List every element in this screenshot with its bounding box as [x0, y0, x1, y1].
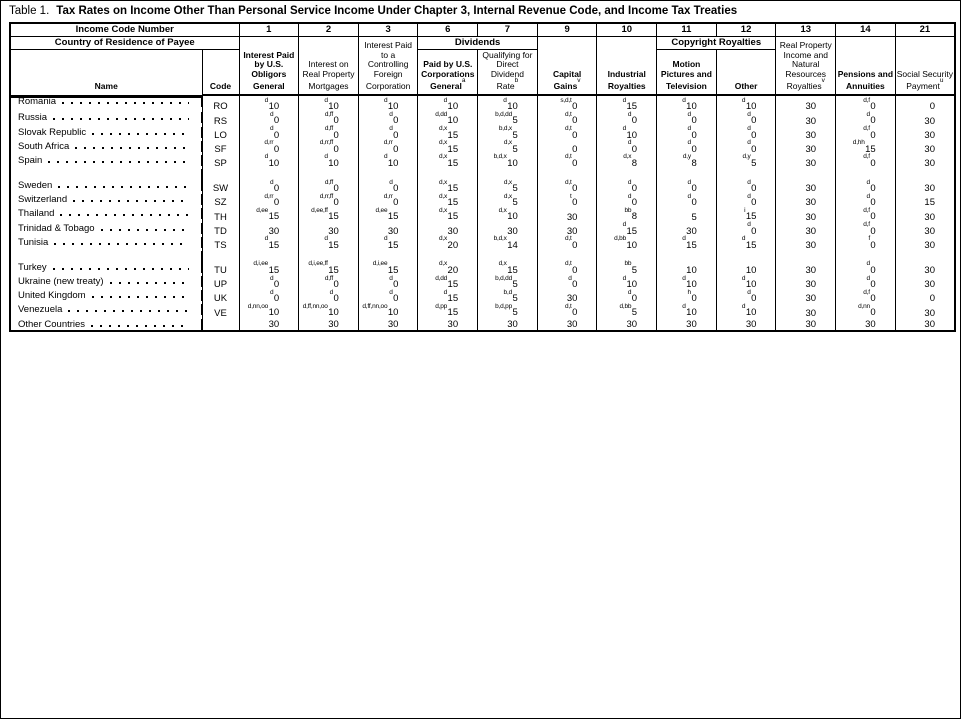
dot-leader [91, 325, 188, 327]
table-body [10, 95, 955, 330]
rate-cell: $^d$0 [239, 127, 299, 141]
rate-cell: $^{d,x}$20 [418, 262, 478, 276]
rate-cell: $^d$0 [597, 290, 657, 304]
rate-cell: $^d$10 [299, 155, 359, 169]
country-name-cell: Russia [11, 112, 202, 123]
rate-cell: $^{d,i,ee,ff}$15 [299, 262, 359, 276]
rate-cell: $^d$15 [418, 290, 478, 304]
rate-cell: $^d$0 [836, 262, 896, 276]
spacer-cell [239, 251, 299, 262]
rate-cell: $^d$0 [836, 194, 896, 208]
column-header-other-copyright: Other [716, 49, 776, 95]
country-row [10, 208, 955, 222]
rate-cell: $^{d,bb}$10 [597, 237, 657, 251]
income-code-2: 2 [299, 23, 359, 36]
rate-cell: $^{d,nn}$0 [836, 304, 896, 318]
rate-cell: 30 [895, 223, 955, 237]
rate-cell: 30 [776, 180, 836, 194]
rate-cell: $^d$0 [716, 127, 776, 141]
group-spacer-row [10, 169, 955, 180]
column-header-capital-gains: Capital Gains$^v$ [537, 36, 597, 95]
rate-cell: $^{d,x}$15 [418, 180, 478, 194]
rate-cell: 30 [895, 180, 955, 194]
rate-cell: $^d$0 [537, 276, 597, 290]
rate-cell: $^{d,bb}$5 [597, 304, 657, 318]
rate-cell: $^{d,ee}$15 [239, 208, 299, 222]
rate-cell: $^{d,f}$0 [836, 290, 896, 304]
income-code-6: 6 [418, 23, 478, 36]
rate-cell: 30 [776, 237, 836, 251]
rate-cell: $^d$0 [836, 276, 896, 290]
rate-cell: $^d$0 [299, 290, 359, 304]
country-row [10, 290, 955, 304]
rate-cell: $^d$0 [716, 290, 776, 304]
rate-cell: 30 [537, 290, 597, 304]
column-header-social-security: Social Security Payment$^u$ [895, 36, 955, 95]
rate-cell: $^d$0 [358, 276, 418, 290]
rate-cell: $^d$10 [597, 127, 657, 141]
rate-cell: $^{d,f}$0 [836, 208, 896, 222]
country-name-cell: Other Countries [11, 319, 202, 330]
dot-leader [75, 147, 188, 149]
country-of-residence-label: Country of Residence of Payee [10, 36, 239, 49]
dot-leader [110, 282, 189, 284]
rate-cell: 30 [776, 127, 836, 141]
rate-cell: $^{d,ff,nn,oo}$10 [299, 304, 359, 318]
rate-cell: $^d$10 [657, 276, 717, 290]
rate-cell: 30 [776, 155, 836, 169]
rate-cell: $^{b,d,x}$5 [478, 127, 538, 141]
country-row [10, 237, 955, 251]
country-code-cell: SW [202, 180, 239, 194]
rate-cell: $^{b,d,dd}$5 [478, 276, 538, 290]
income-code-10: 10 [597, 23, 657, 36]
rate-cell: $^{d,ee}$15 [358, 208, 418, 222]
rate-cell: $^h$0 [657, 290, 717, 304]
income-code-9: 9 [537, 23, 597, 36]
rate-cell: $^{d,t}$0 [537, 112, 597, 126]
spacer-cell [597, 169, 657, 180]
rate-cell: 30 [776, 262, 836, 276]
rate-cell: $^d$15 [597, 223, 657, 237]
country-code-cell: LO [202, 127, 239, 141]
column-header-motion-pictures: Motion Pictures and Television [657, 49, 717, 95]
rate-cell: $^{d,ff}$0 [299, 276, 359, 290]
rate-cell: $^d$0 [657, 194, 717, 208]
income-code-13: 13 [776, 23, 836, 36]
rate-cell: $^d$15 [239, 237, 299, 251]
rate-cell: $^d$0 [597, 180, 657, 194]
income-code-11: 11 [657, 23, 717, 36]
rate-cell: $^i$15 [716, 208, 776, 222]
rate-cell: $^d$15 [358, 237, 418, 251]
rate-cell: 30 [776, 304, 836, 318]
country-code-cell: RO [202, 95, 239, 112]
rate-cell: 30 [299, 223, 359, 237]
country-name-cell: Turkey [11, 262, 202, 273]
rate-cell: $^{d,ff}$0 [299, 112, 359, 126]
rate-cell: $^{d,ff}$0 [299, 127, 359, 141]
country-code-cell: TU [202, 262, 239, 276]
country-row [10, 180, 955, 194]
dot-leader [73, 200, 188, 202]
rate-cell: $^{d,t}$0 [537, 262, 597, 276]
dot-leader [92, 296, 189, 298]
rate-cell: $^{d,x}$15 [418, 194, 478, 208]
country-name-cell: Slovak Republic [11, 127, 202, 138]
rate-cell: 30 [537, 223, 597, 237]
country-row [10, 194, 955, 208]
rate-cell: $^d$10 [597, 276, 657, 290]
rate-cell: $^d$0 [597, 194, 657, 208]
rate-cell: $^d$0 [657, 141, 717, 155]
spacer-cell [418, 169, 478, 180]
group-header-row [10, 36, 955, 49]
country-name-cell: United Kingdom [11, 290, 202, 301]
rate-cell: $^d$10 [239, 95, 299, 112]
rate-cell: $^d$0 [657, 112, 717, 126]
rate-cell: $^d$10 [358, 95, 418, 112]
dot-leader [53, 118, 188, 120]
spacer-cell [836, 169, 896, 180]
spacer-cell [657, 251, 717, 262]
rate-cell: 30 [478, 223, 538, 237]
rate-cell: 30 [895, 276, 955, 290]
spacer-cell [776, 169, 836, 180]
rate-cell: $^{bb}$5 [597, 262, 657, 276]
rate-cell: $^{d,i,ee}$15 [239, 262, 299, 276]
rate-cell: $^d$10 [239, 155, 299, 169]
country-code-cell: UK [202, 290, 239, 304]
rate-cell: $^{d,x}$20 [418, 237, 478, 251]
rate-cell: $^{d,rr}$0 [358, 194, 418, 208]
rate-cell: $^{d,rr}$0 [239, 194, 299, 208]
dot-leader [101, 229, 189, 231]
rate-cell: $^{d,rr}$0 [358, 141, 418, 155]
rate-cell: $^d$10 [716, 276, 776, 290]
income-code-row [10, 23, 955, 36]
rate-cell: $^d$0 [597, 112, 657, 126]
rate-cell: $^{d,x}$5 [478, 194, 538, 208]
name-column-header: Name [10, 49, 202, 95]
rate-cell: 30 [597, 319, 657, 331]
rate-cell: $^d$0 [716, 141, 776, 155]
country-name-cell: Spain [11, 155, 202, 166]
country-code-cell: SP [202, 155, 239, 169]
rate-cell: 30 [776, 194, 836, 208]
country-name-cell: Sweden [11, 180, 202, 191]
spacer-cell [716, 251, 776, 262]
rate-cell: 5 [657, 208, 717, 222]
rate-cell: $^{d,dd}$10 [418, 112, 478, 126]
rate-cell: $^{b,d,dd}$5 [478, 112, 538, 126]
rate-cell: 30 [895, 127, 955, 141]
rate-cell: $^d$0 [597, 141, 657, 155]
rate-cell: 0 [895, 95, 955, 112]
rate-cell: $^{b,d,x}$10 [478, 155, 538, 169]
rate-cell: $^{d,ee,ff}$15 [299, 208, 359, 222]
rate-cell: $^{d,ff,nn,oo}$10 [358, 304, 418, 318]
spacer-cell [776, 251, 836, 262]
rate-cell: 30 [537, 319, 597, 331]
country-name-cell: Romania [11, 96, 202, 107]
table-title-prefix: Table 1. [9, 5, 50, 17]
country-row [10, 276, 955, 290]
group-spacer-row [10, 251, 955, 262]
rate-cell: 30 [358, 223, 418, 237]
tax-rates-table [9, 22, 956, 332]
spacer-cell [202, 251, 239, 262]
country-name-cell: Thailand [11, 208, 202, 219]
country-row [10, 319, 955, 331]
rate-cell: 30 [478, 319, 538, 331]
income-code-label: Income Code Number [10, 23, 239, 36]
country-code-cell: RS [202, 112, 239, 126]
rate-cell: $^{d,x}$8 [597, 155, 657, 169]
rate-cell: 30 [776, 208, 836, 222]
rate-cell: $^d$0 [716, 180, 776, 194]
rate-cell: $^{d,f}$0 [836, 95, 896, 112]
rate-cell: $^{d,x}$15 [418, 141, 478, 155]
rate-cell: 30 [299, 319, 359, 331]
dot-leader [53, 268, 189, 270]
column-header-interest-real-property: Interest on Real Property Mortgages [299, 36, 359, 95]
country-code-cell: TH [202, 208, 239, 222]
rate-cell: 30 [776, 276, 836, 290]
rate-cell: 15 [895, 194, 955, 208]
rate-cell: $^d$10 [358, 155, 418, 169]
rate-cell: $^d$0 [239, 276, 299, 290]
rate-cell: $^{d,pp}$15 [418, 304, 478, 318]
country-code-cell: TS [202, 237, 239, 251]
country-code-cell: UP [202, 276, 239, 290]
rate-cell: $^d$0 [239, 290, 299, 304]
code-column-header: Code [202, 49, 239, 95]
rate-cell: $^d$0 [358, 180, 418, 194]
country-row [10, 155, 955, 169]
income-code-12: 12 [716, 23, 776, 36]
country-name-cell: Tunisia [11, 237, 202, 248]
rate-cell: 30 [657, 223, 717, 237]
spacer-cell [11, 169, 202, 180]
rate-cell: $^d$15 [716, 237, 776, 251]
country-code-cell: VE [202, 304, 239, 318]
dot-leader [68, 310, 188, 312]
rate-cell: $^d$10 [418, 95, 478, 112]
rate-cell: $^{d,x}$15 [478, 262, 538, 276]
spacer-cell [418, 251, 478, 262]
rate-cell: $^{d,rr}$0 [239, 141, 299, 155]
column-header-direct-dividend-rate: Qualifying for Direct Dividend Rate$^b$ [478, 49, 538, 95]
spacer-cell [239, 169, 299, 180]
rate-cell: 30 [537, 208, 597, 222]
rate-cell: $^{d,f}$0 [836, 223, 896, 237]
rate-cell: $^d$0 [836, 180, 896, 194]
country-name-cell: South Africa [11, 141, 202, 152]
rate-cell: $^d$0 [716, 112, 776, 126]
rate-cell: 0 [895, 290, 955, 304]
rate-cell: $^d$10 [657, 304, 717, 318]
column-header-real-property-income: Real Property Income and Natural Resources Royalties$^v$ [776, 36, 836, 95]
rate-cell: $^d$0 [358, 112, 418, 126]
rate-cell: $^d$15 [657, 237, 717, 251]
income-code-1: 1 [239, 23, 299, 36]
rate-cell: $^d$10 [657, 95, 717, 112]
rate-cell: 30 [358, 319, 418, 331]
rate-cell: 10 [657, 262, 717, 276]
country-code-cell: SF [202, 141, 239, 155]
rate-cell: 30 [239, 223, 299, 237]
rate-cell: $^d$0 [657, 180, 717, 194]
country-row [10, 304, 955, 318]
country-code-cell: TD [202, 223, 239, 237]
rate-cell: $^d$0 [358, 127, 418, 141]
rate-cell: 30 [895, 208, 955, 222]
rate-cell: $^{b,d,pp}$5 [478, 304, 538, 318]
rate-cell: $^d$10 [716, 95, 776, 112]
income-code-14: 14 [836, 23, 896, 36]
spacer-cell [657, 169, 717, 180]
rate-cell: $^d$0 [358, 290, 418, 304]
rate-cell: $^{b,d,x}$14 [478, 237, 538, 251]
dot-leader [54, 243, 188, 245]
dot-leader [60, 214, 188, 216]
income-code-7: 7 [478, 23, 538, 36]
rate-cell: 30 [776, 141, 836, 155]
copyright-royalties-group-label: Copyright Royalties [657, 36, 776, 49]
country-code-cell [202, 319, 239, 331]
country-name-cell: Trinidad & Tobago [11, 223, 202, 234]
rate-cell: $^d$0 [239, 112, 299, 126]
rate-cell: $^{d,rr,ff}$0 [299, 194, 359, 208]
spacer-cell [358, 251, 418, 262]
rate-cell: 30 [716, 319, 776, 331]
country-row [10, 127, 955, 141]
rate-cell: $^{d,dd}$15 [418, 276, 478, 290]
rate-cell: $^{d,i,ee}$15 [358, 262, 418, 276]
rate-cell: $^{d,t}$0 [537, 155, 597, 169]
rate-cell: $^{d,nn,oo}$10 [239, 304, 299, 318]
rate-cell: 30 [895, 304, 955, 318]
rate-cell: 30 [776, 290, 836, 304]
column-header-industrial-royalties: Industrial Royalties [597, 36, 657, 95]
rate-cell: $^{d,rr,ff}$0 [299, 141, 359, 155]
dot-leader [62, 102, 188, 104]
rate-cell: $^f$0 [836, 237, 896, 251]
country-row [10, 141, 955, 155]
rate-cell: $^d$0 [716, 194, 776, 208]
rate-cell: 0 [537, 141, 597, 155]
rate-cell: $^{d,hh}$15 [836, 141, 896, 155]
rate-cell: $^d$10 [299, 95, 359, 112]
rate-cell: $^{d,t}$0 [537, 127, 597, 141]
country-name-cell: Switzerland [11, 194, 202, 205]
rate-cell: $^{d,y}$8 [657, 155, 717, 169]
country-name-cell: Venezuela [11, 304, 202, 315]
rate-cell: 30 [895, 319, 955, 331]
rate-cell: 30 [776, 95, 836, 112]
dividends-group-label: Dividends [418, 36, 537, 49]
country-row [10, 112, 955, 126]
rate-cell: $^{d,t}$0 [537, 237, 597, 251]
spacer-cell [11, 251, 202, 262]
rate-cell: $^d$15 [597, 95, 657, 112]
rate-cell: $^{d,x}$10 [478, 208, 538, 222]
spacer-cell [202, 169, 239, 180]
spacer-cell [836, 251, 896, 262]
rate-cell: $^{d,t}$0 [537, 304, 597, 318]
rate-cell: $^d$0 [657, 127, 717, 141]
country-row [10, 223, 955, 237]
dot-leader [48, 161, 188, 163]
rate-cell: 30 [239, 319, 299, 331]
rate-cell: 30 [657, 319, 717, 331]
rate-cell: $^{d,ff}$0 [299, 180, 359, 194]
rate-cell: 30 [895, 237, 955, 251]
country-code-cell: SZ [202, 194, 239, 208]
rate-cell: $^{d,x}$15 [418, 155, 478, 169]
spacer-cell [478, 251, 538, 262]
column-header-dividends-general: Paid by U.S. Corporations General$^a$ [418, 49, 478, 95]
rate-cell: $^{s,d,t}$0 [537, 95, 597, 112]
rate-cell: 30 [418, 319, 478, 331]
rate-cell: $^{d,x}$15 [418, 127, 478, 141]
rate-cell: $^{d,x}$15 [418, 208, 478, 222]
rate-cell: 30 [895, 112, 955, 126]
rate-cell: $^d$10 [478, 95, 538, 112]
table-title [1, 1, 960, 22]
column-header-interest-controlling-foreign-corp: Interest Paid to a Controlling Foreign Corporation [358, 36, 418, 95]
rate-cell: $^{d,t}$0 [537, 180, 597, 194]
spacer-cell [895, 251, 955, 262]
dot-leader [58, 186, 188, 188]
rate-cell: 30 [776, 223, 836, 237]
table-title-text: Tax Rates on Income Other Than Personal Service Income Under Chapter 3, Internal Revenue Code, and Income Tax Treaties [56, 5, 738, 17]
income-code-21: 21 [895, 23, 955, 36]
rate-cell: 30 [776, 112, 836, 126]
rate-cell: $^d$10 [716, 304, 776, 318]
column-header-interest-us-obligors: Interest Paid by U.S. Obligors General [239, 36, 299, 95]
rate-cell: $^{b,d}$5 [478, 290, 538, 304]
income-code-3: 3 [358, 23, 418, 36]
rate-cell: $^d$0 [716, 223, 776, 237]
rate-cell: 30 [895, 155, 955, 169]
rate-cell: $^t$0 [537, 194, 597, 208]
rate-cell: $^{d,f}$0 [836, 155, 896, 169]
rate-cell: $^{d,x}$5 [478, 141, 538, 155]
spacer-cell [895, 169, 955, 180]
rate-cell: $^{d,x}$5 [478, 180, 538, 194]
rate-cell: $^d$0 [239, 180, 299, 194]
rate-cell: 10 [716, 262, 776, 276]
rate-cell: $^d$15 [299, 237, 359, 251]
rate-cell: 30 [418, 223, 478, 237]
rate-cell: 30 [836, 319, 896, 331]
rate-cell: 30 [776, 319, 836, 331]
column-header-pensions-annuities: Pensions and Annuities [836, 36, 896, 95]
country-row [10, 95, 955, 112]
rate-cell: $^{d,f}$0 [836, 127, 896, 141]
rate-cell: $^{d,y}$5 [716, 155, 776, 169]
country-name-cell: Ukraine (new treaty) [11, 276, 202, 287]
rate-cell: $^{bb}$8 [597, 208, 657, 222]
dot-leader [92, 133, 188, 135]
rate-cell: $^d$0 [836, 112, 896, 126]
rate-cell: 30 [895, 141, 955, 155]
rate-cell: 30 [895, 262, 955, 276]
country-row [10, 262, 955, 276]
